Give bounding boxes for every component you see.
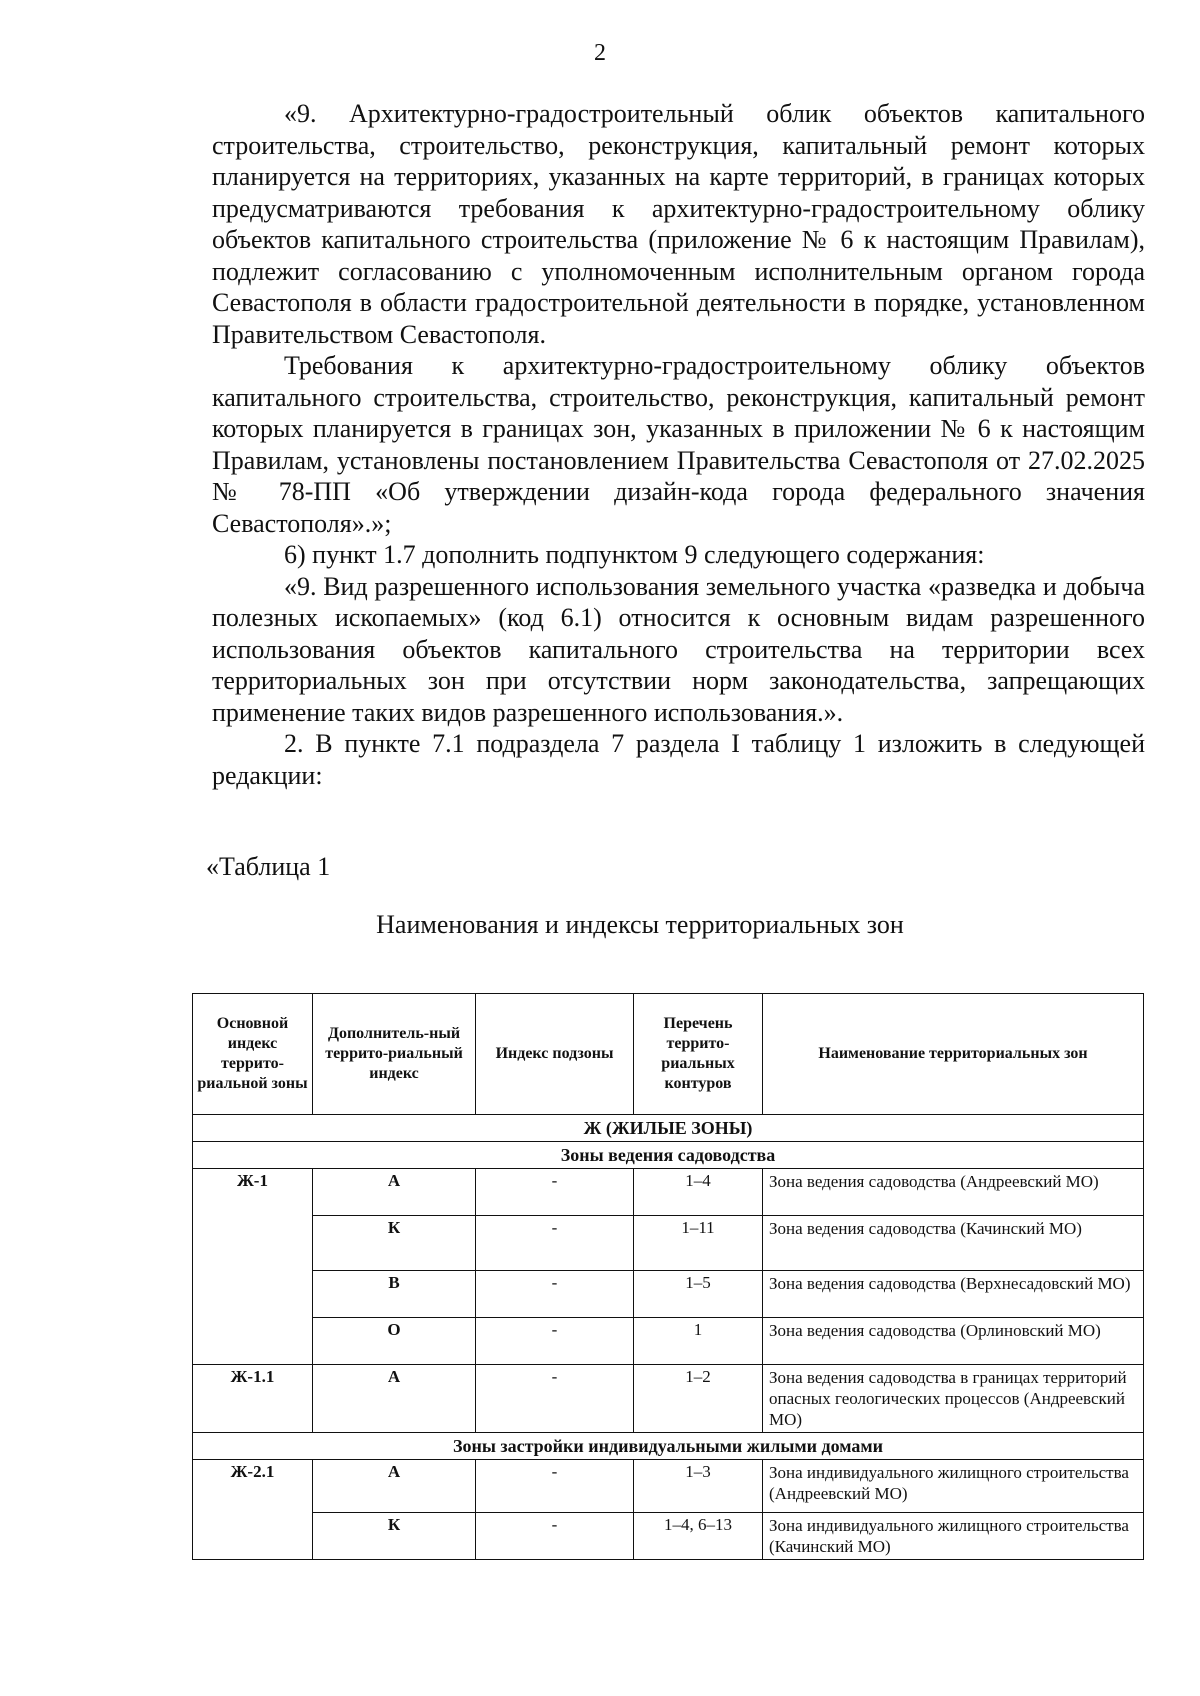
zone-name-cell: Зона индивидуального жилищного строительства (Качинский МО) — [763, 1513, 1144, 1560]
group-individual-housing-zones: Зоны застройки индивидуальными жилыми домами — [193, 1433, 1144, 1460]
table-row — [193, 1216, 1144, 1271]
table-row — [193, 1460, 1144, 1513]
table-row — [193, 1318, 1144, 1365]
contours-cell: 1–2 — [634, 1365, 763, 1433]
paragraph-item-2: 2. В пункте 7.1 подраздела 7 раздела I таблицу 1 изложить в следующей редакции: — [212, 729, 1145, 790]
page-number: 2 — [594, 40, 606, 66]
contours-cell: 1–5 — [634, 1271, 763, 1318]
subzone-index-cell: - — [476, 1365, 634, 1433]
header-additional-index: Дополнитель-ный террито-риальный индекс — [313, 994, 476, 1115]
subzone-index-cell: - — [476, 1513, 634, 1560]
table-row — [193, 1513, 1144, 1560]
header-contours: Перечень террито-риальных контуров — [634, 994, 763, 1115]
additional-index-cell: О — [313, 1318, 476, 1365]
paragraph-clause-9-appearance: «9. Архитектурно-градостроительный облик объектов капитального строительства, строительство, реконструкция, капитальный ремонт которых планируется на территориях, указанных на карте территорий, в границах которых предусматриваются требования к архитектурно-градостроительному облику объектов капитального строительства (приложение № 6 к настоящим Правилам), подлежит согласованию с уполномоченным исполнительным органом города Севастополя в области градостроительной деятельности в порядке, установленном Правительством Севастополя. — [212, 99, 1145, 349]
zone-name-cell: Зона ведения садоводства (Орлиновский МО) — [763, 1318, 1144, 1365]
additional-index-cell: А — [313, 1365, 476, 1433]
subzone-index-cell: - — [476, 1216, 634, 1271]
paragraph-item-6: 6) пункт 1.7 дополнить подпунктом 9 следующего содержания: — [284, 540, 985, 569]
table-row — [193, 1365, 1144, 1433]
group-gardening-zones: Зоны ведения садоводства — [193, 1142, 1144, 1169]
group-row — [193, 1142, 1144, 1169]
paragraph-clause-9-land-use: «9. Вид разрешенного использования земельного участка «разведка и добыча полезных ископаемых» (код 6.1) относится к основным видам разрешенного использования объектов капитального строительства на территории всех территориальных зон при отсутствии норм законодательства, запрещающих применение таких видов разрешенного использования.». — [212, 571, 1145, 727]
section-residential-zones: Ж (ЖИЛЫЕ ЗОНЫ) — [193, 1115, 1144, 1142]
table-row — [193, 1271, 1144, 1318]
contours-cell: 1–4 — [634, 1169, 763, 1216]
subzone-index-cell: - — [476, 1318, 634, 1365]
group-row — [193, 1433, 1144, 1460]
additional-index-cell: К — [313, 1216, 476, 1271]
additional-index-cell: А — [313, 1460, 476, 1513]
main-index-cell: Ж-1 — [193, 1169, 313, 1365]
main-index-cell: Ж-2.1 — [193, 1460, 313, 1560]
additional-index-cell: А — [313, 1169, 476, 1216]
zone-name-cell: Зона индивидуального жилищного строительства (Андреевский МО) — [763, 1460, 1144, 1513]
zone-name-cell: Зона ведения садоводства (Качинский МО) — [763, 1216, 1144, 1271]
header-main-index: Основной индекс террито-риальной зоны — [193, 994, 313, 1115]
main-index-cell: Ж-1.1 — [193, 1365, 313, 1433]
subzone-index-cell: - — [476, 1169, 634, 1216]
additional-index-cell: К — [313, 1513, 476, 1560]
body-text — [212, 98, 1145, 791]
zones-table — [192, 993, 1144, 1560]
zone-name-cell: Зона ведения садоводства в границах территорий опасных геологических процессов (Андреевский МО) — [763, 1365, 1144, 1433]
subzone-index-cell: - — [476, 1460, 634, 1513]
paragraph-requirements: Требования к архитектурно-градостроительному облику объектов капитального строительства, строительство, реконструкция, капитальный ремонт которых планируется в границах зон, указанных в приложении № 6 к настоящим Правилам, установлены постановлением Правительства Севастополя от 27.02.2025 № 78-ПП «Об утверждении дизайн-кода города федерального значения Севастополя».»; — [212, 351, 1145, 538]
contours-cell: 1–4, 6–13 — [634, 1513, 763, 1560]
subzone-index-cell: - — [476, 1271, 634, 1318]
additional-index-cell: В — [313, 1271, 476, 1318]
table-row — [193, 1169, 1144, 1216]
zone-name-cell: Зона ведения садоводства (Верхнесадовский МО) — [763, 1271, 1144, 1318]
contours-cell: 1–11 — [634, 1216, 763, 1271]
zone-name-cell: Зона ведения садоводства (Андреевский МО) — [763, 1169, 1144, 1216]
contours-cell: 1–3 — [634, 1460, 763, 1513]
header-zone-name: Наименование территориальных зон — [763, 994, 1144, 1115]
header-subzone-index: Индекс подзоны — [476, 994, 634, 1115]
section-row — [193, 1115, 1144, 1142]
table-header-row — [193, 994, 1144, 1115]
table-label: «Таблица 1 — [206, 852, 331, 881]
contours-cell: 1 — [634, 1318, 763, 1365]
table-title: Наименования и индексы территориальных зон — [376, 910, 904, 939]
